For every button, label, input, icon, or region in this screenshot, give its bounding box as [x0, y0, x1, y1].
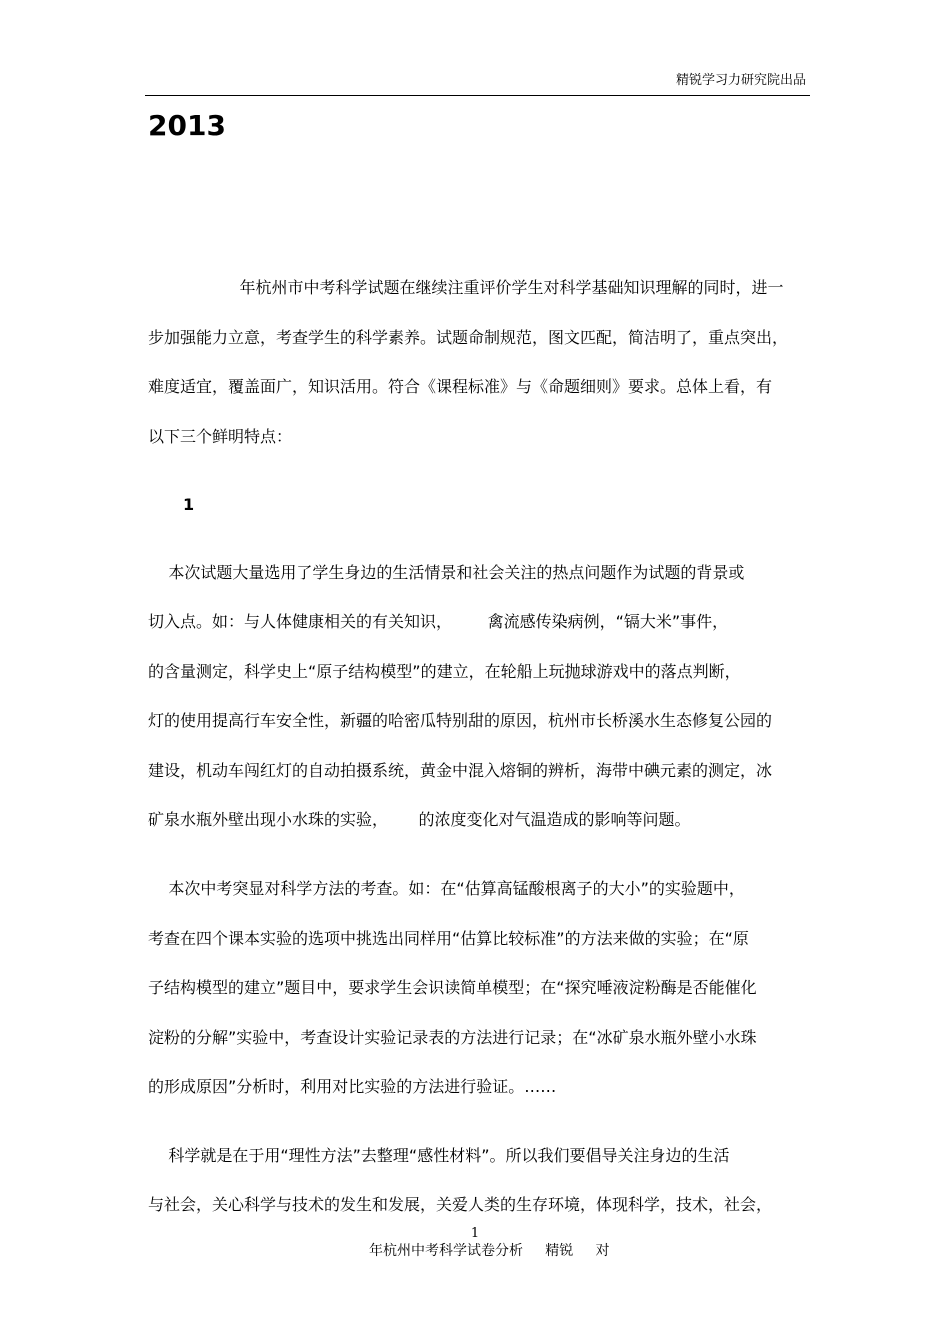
text-line: 本次试题大量选用了学生身边的生活情景和社会关注的热点问题作为试题的背景或	[148, 563, 745, 582]
text-line: 的形成原因”分析时，利用对比实验的方法进行验证。……	[148, 1077, 557, 1096]
text-line: 科学就是在于用“理性方法”去整理“感性材料”。所以我们要倡导关注身边的生活	[148, 1146, 730, 1165]
text-line: 步加强能力立意，考查学生的科学素养。试题命制规范，图文匹配，简洁明了，重点突出，	[148, 328, 789, 347]
text-line: 灯的使用提高行车安全性，新疆的哈密瓜特别甜的原因，杭州市长桥溪水生态修复公园的	[148, 711, 773, 730]
text-line: 以下三个鲜明特点：	[148, 427, 293, 446]
header-divider	[145, 95, 810, 96]
text-line: 淀粉的分解”实验中，考查设计实验记录表的方法进行记录；在“冰矿泉水瓶外壁小水珠	[148, 1028, 757, 1047]
text-line: 切入点。如：与人体健康相关的有关知识， 禽流感传染病例，“镉大米”事件，	[148, 612, 729, 631]
text-line: 的含量测定，科学史上“原子结构模型”的建立，在轮船上玩抛球游戏中的落点判断，	[148, 662, 741, 681]
header-org-label: 精锐学习力研究院出品	[675, 73, 806, 88]
text-line: 难度适宜，覆盖面广，知识活用。符合《课程标准》与《命题细则》要求。总体上看，有	[148, 377, 773, 396]
document-year-heading: 2013	[148, 109, 226, 142]
text-line: 矿泉水瓶外壁出现小水珠的实验， 的浓度变化对气温造成的影响等问题。	[148, 810, 691, 829]
footer-text: 年杭州中考科学试卷分析 精锐 对	[369, 1243, 610, 1259]
text-line: 本次中考突显对科学方法的考查。如：在“估算高锰酸根离子的大小”的实验题中，	[148, 879, 745, 898]
page-number: 1	[470, 1226, 480, 1241]
text-line: 考查在四个课本实验的选项中挑选出同样用“估算比较标准”的方法来做的实验；在“原	[148, 929, 749, 948]
text-line: 子结构模型的建立”题目中，要求学生会识读简单模型；在“探究唾液淀粉酶是否能催化	[148, 978, 757, 997]
text-line: 年杭州市中考科学试题在继续注重评价学生对科学基础知识理解的同时，进一	[148, 278, 784, 297]
text-line: 建设，机动车闯红灯的自动拍摄系统，黄金中混入熔铜的辨析，海带中碘元素的测定，冰	[148, 761, 773, 780]
text-line: 与社会，关心科学与技术的发生和发展，关爱人类的生存环境，体现科学，技术，社会，	[148, 1195, 773, 1214]
section-number: 1	[183, 495, 195, 514]
